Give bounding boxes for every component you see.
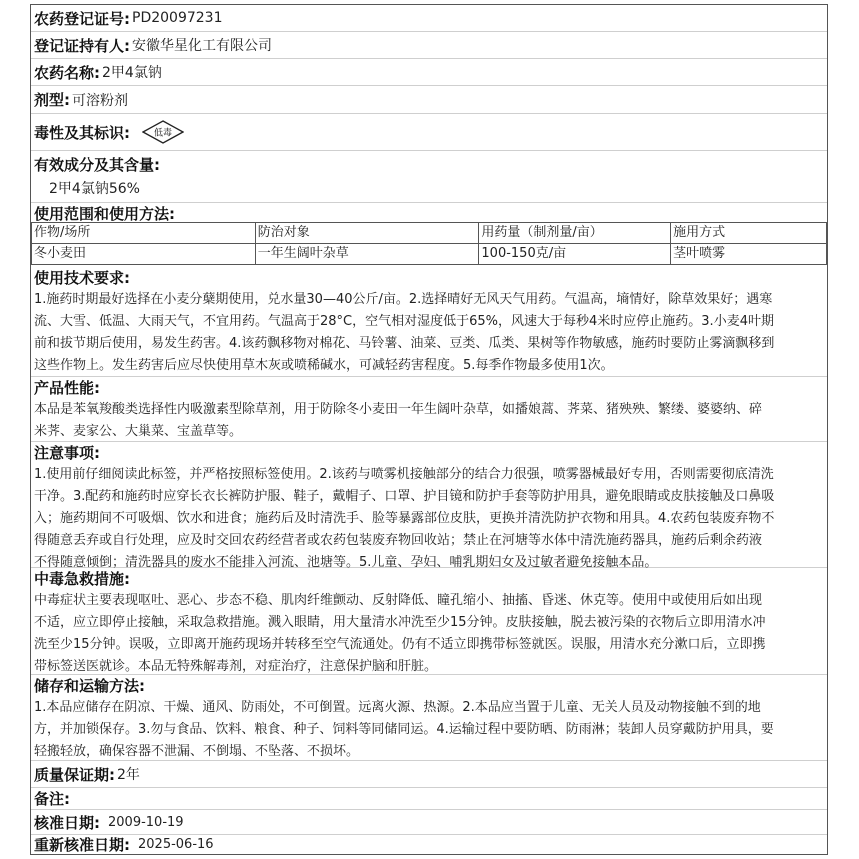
text-line: 洗至少15分钟。误吸，立即离开施药现场并转移至空气流通处。仍有不适立即携带标签就医。误服，用清水充分漱口后，立即携: [34, 637, 766, 652]
reapproval-row: [31, 835, 827, 854]
text-line: 不得随意倾倒；清洗器具的废水不能排入河流、池塘等。5.儿童、孕妇、哺乳期妇女及过敏者避免接触本品。: [34, 555, 658, 570]
text-line: 流、大雪、低温、大雨天气，不宜用药。气温高于28°C，空气相对湿度低于65%，风速大于每秒4米时应停止施药。3.小麦4叶期: [34, 314, 774, 329]
form-value: 可溶粉剂: [72, 92, 128, 109]
performance-label: 产品性能:: [34, 379, 100, 397]
usage-cell-method: 茎叶喷雾: [671, 244, 827, 265]
precautions-text: [31, 464, 827, 574]
reapproval-value: 2025-06-16: [138, 837, 214, 852]
shelf-row: [31, 761, 827, 788]
holder-label: 登记证持有人:: [34, 36, 130, 55]
name-label: 农药名称:: [34, 63, 100, 82]
text-line: 干净。3.配药和施药时应穿长衣长裤防护服、鞋子，戴帽子、口罩、护目镜和防护手套等防护用具，避免眼睛或皮肤接触及口鼻吸: [34, 489, 775, 504]
storage-section: [31, 675, 827, 761]
text-line: 本品是苯氧羧酸类选择性内吸激素型除草剂，用于防除冬小麦田一年生阔叶杂草，如播娘蒿、荠菜、猪殃殃、繁缕、婆婆纳、碎: [34, 402, 763, 417]
text-line: 入；施药期间不可吸烟、饮水和进食；施药后及时清洗手、脸等暴露部位皮肤，更换并清洗防护衣物和用具。4.农药包装废弃物不: [34, 511, 775, 526]
reg-no-row: [31, 5, 827, 32]
reapproval-label: 重新核准日期:: [34, 836, 130, 854]
usage-cell-target: 一年生阔叶杂草: [255, 244, 479, 265]
usage-col-crop: 作物/场所: [32, 223, 256, 244]
text-line: 得随意丢弃或自行处理，应及时交回农药经营者或农药包装废弃物回收站；禁止在河塘等水体中清洗施药器具，施药后剩余药液: [34, 533, 763, 548]
approval-value: 2009-10-19: [108, 814, 184, 830]
text-line: 轻搬轻放，确保容器不泄漏、不倒塌、不坠落、不损坏。: [34, 744, 360, 759]
text-line: 米荠、麦家公、大巢菜、宝盖草等。: [34, 424, 243, 439]
reg-no-value: PD20097231: [132, 10, 223, 26]
text-line: 不适，应立即停止接触，采取急救措施。溅入眼睛，用大量清水冲洗至少15分钟。皮肤接触，脱去被污染的衣物后立即用清水冲: [34, 615, 766, 630]
firstaid-text: [31, 590, 827, 678]
usage-cell-crop: 冬小麦田: [32, 244, 256, 265]
name-row: [31, 59, 827, 86]
pesticide-registration-document: [30, 4, 828, 855]
remarks-label: 备注:: [34, 790, 70, 808]
approval-row: [31, 810, 827, 835]
toxicity-label: 毒性及其标识:: [34, 123, 130, 142]
text-line: 前和拔节期后使用，易发生药害。4.该药飘移物对棉花、马铃薯、油菜、豆类、瓜类、果树等作物敏感，施药时要防止雾滴飘移到: [34, 336, 775, 351]
usage-col-dosage: 用药量（制剂量/亩）: [479, 223, 671, 244]
ingredient-label: 有效成分及其含量:: [34, 156, 160, 174]
form-row: [31, 86, 827, 114]
text-line: 这些作物上。发生药害后应尽快使用草木灰或喷稀碱水，可减轻药害程度。5.每季作物最多使用1次。: [34, 358, 614, 373]
table-row: [32, 244, 827, 265]
precautions-label: 注意事项:: [34, 444, 100, 462]
usage-table-header-row: [32, 223, 827, 244]
firstaid-label: 中毒急救措施:: [34, 570, 130, 588]
firstaid-section: [31, 568, 827, 675]
holder-value: 安徽华星化工有限公司: [132, 38, 272, 54]
name-value: 2甲4氯钠: [102, 65, 162, 81]
usage-label: 使用范围和使用方法:: [34, 205, 175, 223]
tech-section: [31, 267, 827, 377]
ingredient-row: [31, 151, 827, 203]
holder-row: [31, 32, 827, 59]
tech-label: 使用技术要求:: [34, 269, 130, 287]
usage-table: [31, 222, 827, 265]
text-line: 方，并加锁保存。3.勿与食品、饮料、粮食、种子、饲料等同储同运。4.运输过程中要防晒、防雨淋；装卸人员穿戴防护用具，要: [34, 722, 774, 737]
tech-text: [31, 289, 827, 377]
toxicity-badge-text: 低毒: [153, 128, 173, 139]
toxicity-row: [31, 114, 827, 151]
usage-col-target: 防治对象: [255, 223, 479, 244]
storage-label: 储存和运输方法:: [34, 677, 145, 695]
usage-header: [31, 203, 827, 222]
performance-section: [31, 377, 827, 442]
text-line: 1.使用前仔细阅读此标签，并严格按照标签使用。2.该药与喷雾机接触部分的结合力很强，喷雾器械最好专用，否则需要彻底清洗: [34, 467, 774, 482]
remarks-row: [31, 788, 827, 810]
shelf-label: 质量保证期:: [34, 765, 115, 784]
approval-label: 核准日期:: [34, 813, 100, 832]
performance-text: [31, 399, 827, 443]
usage-cell-dosage: 100-150克/亩: [479, 244, 671, 265]
precautions-section: [31, 442, 827, 568]
storage-text: [31, 697, 827, 763]
text-line: 带标签送医就诊。本品无特殊解毒剂，对症治疗，注意保护脑和肝脏。: [34, 659, 438, 674]
text-line: 中毒症状主要表现呕吐、恶心、步态不稳、肌肉纤维颤动、反射降低、瞳孔缩小、抽搐、昏迷、休克等。使用中或使用后如出现: [34, 593, 763, 608]
diamond-toxicity-icon: [142, 120, 184, 144]
form-label: 剂型:: [34, 91, 70, 109]
ingredient-value: 2甲4氯钠56%: [49, 181, 140, 197]
reg-no-label: 农药登记证号:: [34, 9, 130, 28]
text-line: 1.本品应储存在阴凉、干燥、通风、防雨处，不可倒置。远离火源、热源。2.本品应当置于儿童、无关人员及动物接触不到的地: [34, 700, 761, 715]
usage-col-method: 施用方式: [671, 223, 827, 244]
text-line: 1.施药时期最好选择在小麦分蘖期使用，兑水量30—40公斤/亩。2.选择晴好无风天气用药。气温高，墒情好，除草效果好；遇寒: [34, 292, 773, 307]
shelf-value: 2年: [117, 767, 140, 783]
